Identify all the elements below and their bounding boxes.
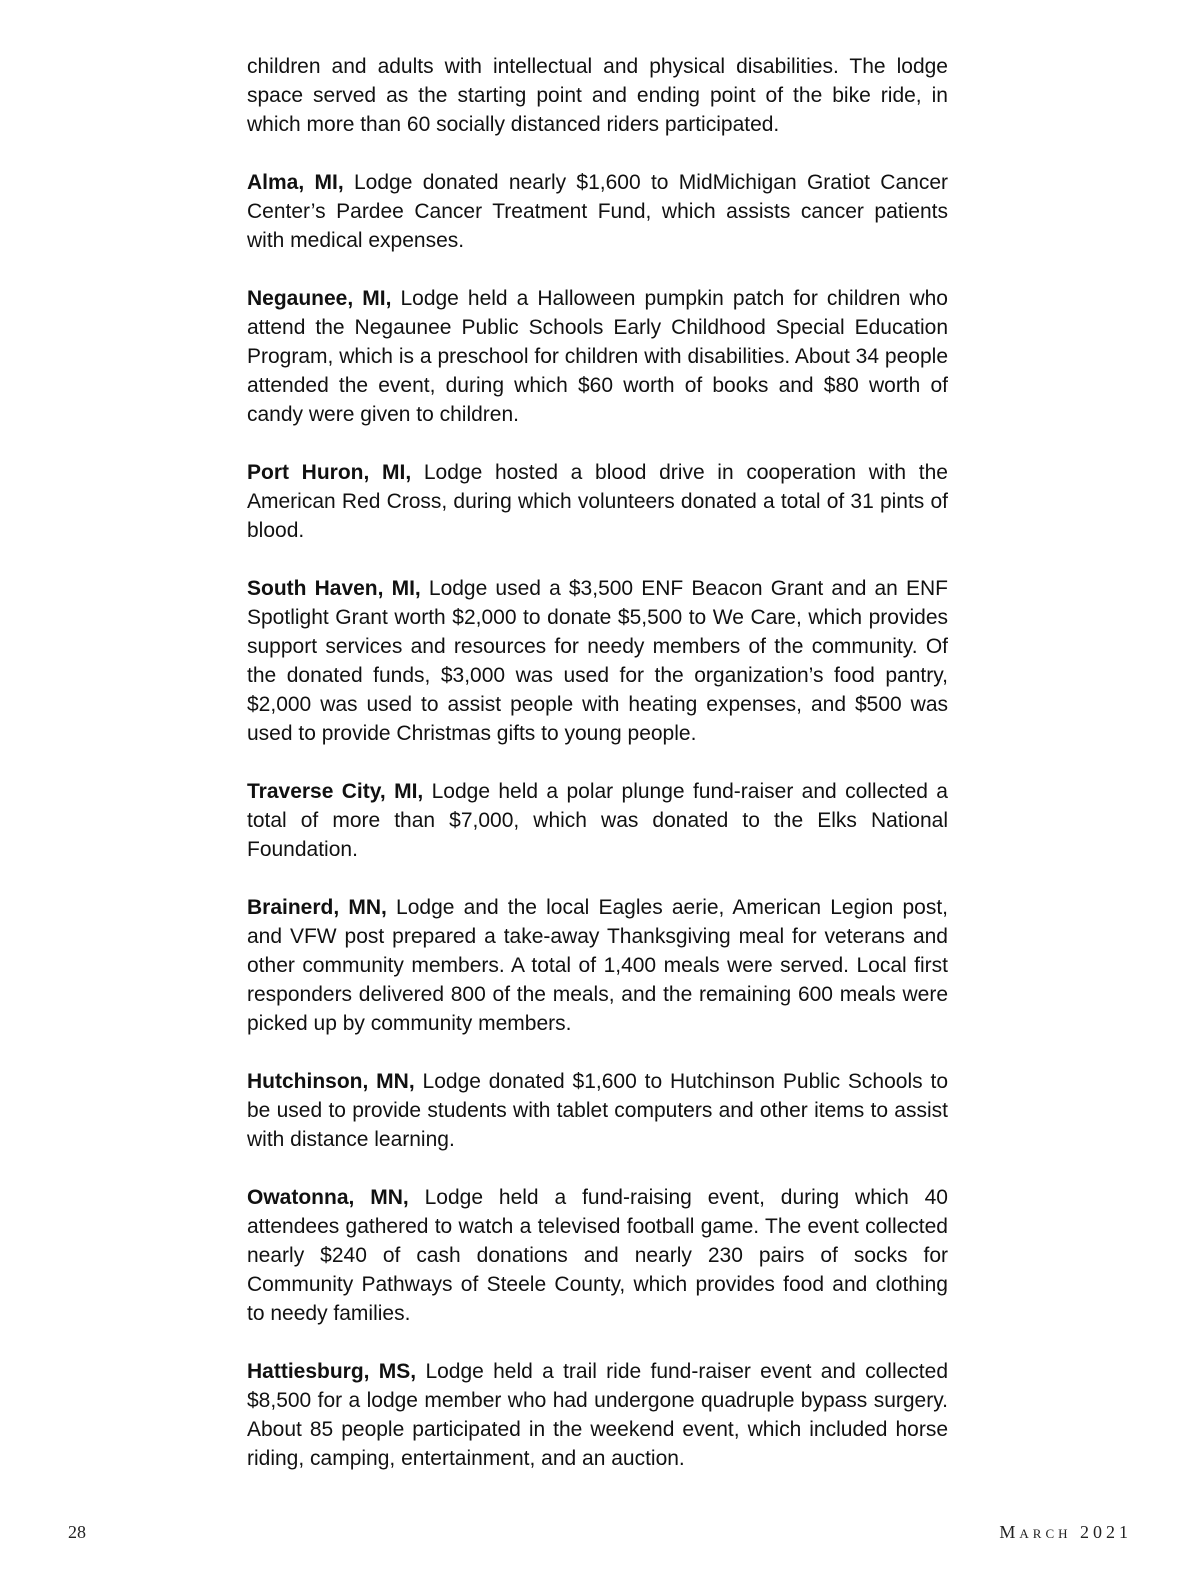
paragraph-negaunee <box>247 284 948 429</box>
paragraph-text: Lodge and the local Eagles aerie, American Legion post, and VFW post prepared a take-away Thanksgiving meal for veterans and other community members. A total of 1,400 meals were served. Local first responders delivered 800 of the meals, and the remaining 600 meals were picked up by community members. <box>247 896 949 1035</box>
article-body <box>247 52 948 1502</box>
paragraph-text: Lodge held a trail ride fund-raiser event and collected $8,500 for a lodge member who had undergone quadruple bypass surgery. About 85 people participated in the weekend event, which included horse riding, camping, entertainment, and an auction. <box>247 1360 949 1470</box>
place-name: Negaunee, MI, <box>247 287 392 310</box>
place-name: Hattiesburg, MS, <box>247 1360 417 1383</box>
paragraph-text: children and adults with intellectual and physical disabilities. The lodge space served as the starting point and ending point of the bike ride, in which more than 60 socially distanced riders participated. <box>247 55 948 136</box>
paragraph-hutchinson <box>247 1067 948 1154</box>
place-name: Traverse City, MI, <box>247 780 424 803</box>
paragraph-continuation <box>247 52 948 139</box>
paragraph-hattiesburg <box>247 1357 948 1473</box>
place-name: Owatonna, MN, <box>247 1186 409 1209</box>
paragraph-alma <box>247 168 948 255</box>
page-number: 28 <box>68 1522 86 1542</box>
paragraph-text: Lodge hosted a blood drive in cooperation with the American Red Cross, during which volunteers donated a total of 31 pints of blood. <box>247 461 948 542</box>
paragraph-owatonna <box>247 1183 948 1328</box>
paragraph-brainerd <box>247 893 948 1038</box>
paragraph-text: Lodge held a polar plunge fund-raiser and collected a total of more than $7,000, which was donated to the Elks National Foundation. <box>247 780 948 861</box>
place-name: Brainerd, MN, <box>247 896 387 919</box>
place-name: Port Huron, MI, <box>247 461 412 484</box>
paragraph-text: Lodge donated nearly $1,600 to MidMichigan Gratiot Cancer Center’s Pardee Cancer Treatment Fund, which assists cancer patients with medical expenses. <box>247 171 948 252</box>
place-name: Hutchinson, MN, <box>247 1070 415 1093</box>
paragraph-text: Lodge donated $1,600 to Hutchinson Public Schools to be used to provide students with tablet computers and other items to assist with distance learning. <box>247 1070 949 1151</box>
paragraph-text: Lodge held a fund-raising event, during which 40 attendees gathered to watch a televised football game. The event collected nearly $240 of cash donations and nearly 230 pairs of socks for Community Pathways of Steele County, which provides food and clothing to needy families. <box>247 1186 948 1325</box>
place-name: Alma, MI, <box>247 171 344 194</box>
paragraph-text: Lodge used a $3,500 ENF Beacon Grant and an ENF Spotlight Grant worth $2,000 to donate $5,500 to We Care, which provides support services and resources for needy members of the community. Of the donated funds, $3,000 was used for the organization’s food pantry, $2,000 was used to assist people with heating expenses, and $500 was used to provide Christmas gifts to young people. <box>247 577 948 745</box>
issue-date: March 2021 <box>999 1522 1132 1542</box>
place-name: South Haven, MI, <box>247 577 421 600</box>
paragraph-port-huron <box>247 458 948 545</box>
paragraph-traverse-city <box>247 777 948 864</box>
paragraph-text: Lodge held a Halloween pumpkin patch for children who attend the Negaunee Public Schools Early Childhood Special Education Program, which is a preschool for children with disabilities. About 34 people attended the event, during which $60 worth of books and $80 worth of candy were given to children. <box>247 287 948 426</box>
paragraph-south-haven <box>247 574 948 748</box>
